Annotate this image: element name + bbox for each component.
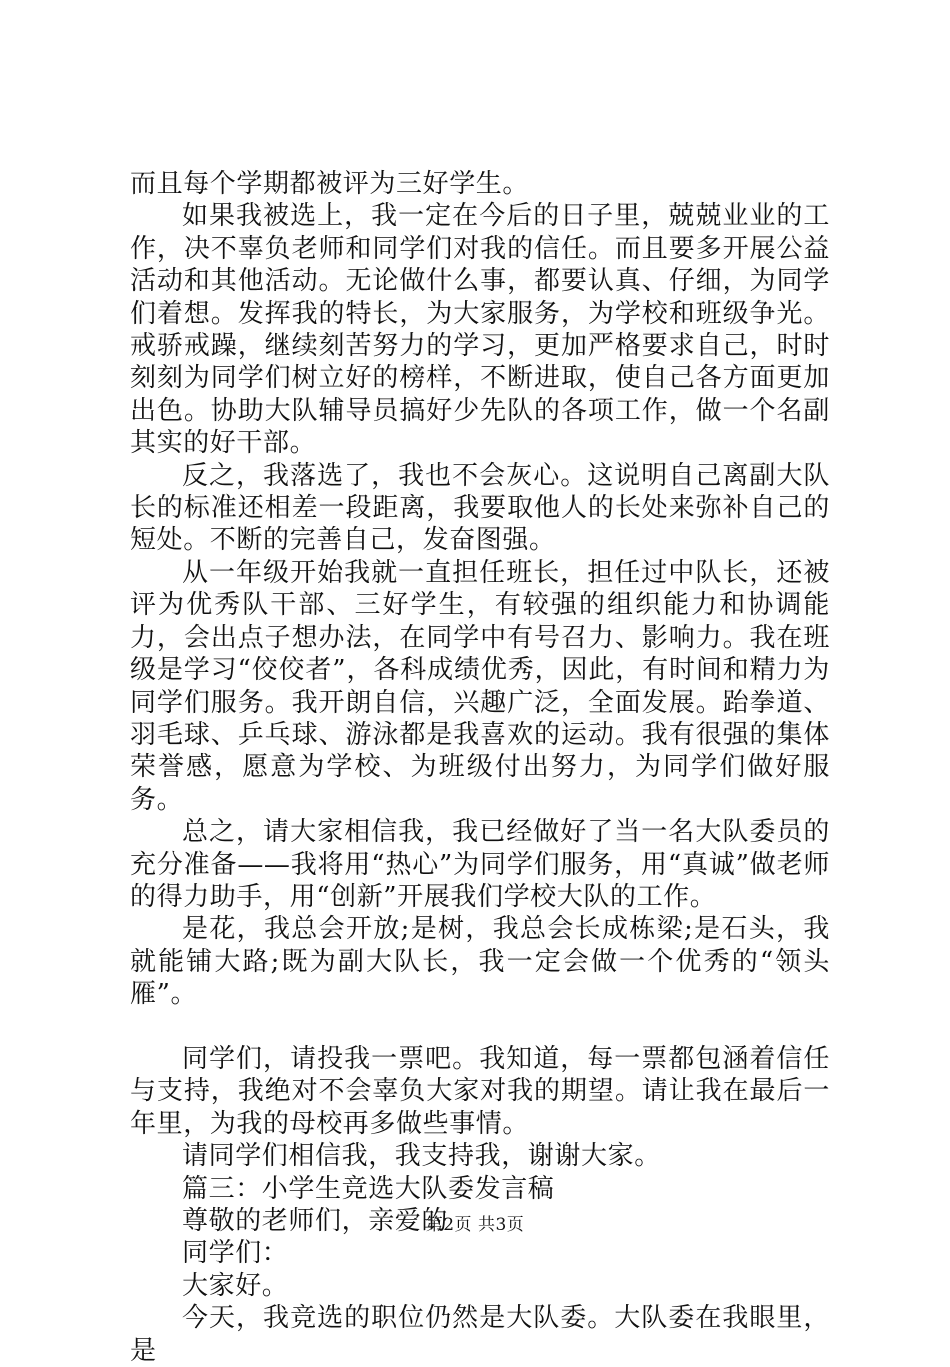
page-footer: 第2页 共3页 bbox=[425, 1215, 525, 1235]
paragraph: 如果我被选上，我一定在今后的日子里，兢兢业业的工作，决不辜负老师和同学们对我的信任。而且要多开展公益活动和其他活动。无论做什么事，都要认真、仔细，为同学们着想。发挥我的特长，为大家服务，为学校和班级争光。戒骄戒躁，继续刻苦努力的学习，更加严格要求自己，时时刻刻为同学们树立好的榜样，不断进取，使自己各方面更加出色。协助大队辅导员搞好少先队的各项工作，做一个名副其实的好干部。 bbox=[130, 201, 830, 459]
paragraph: 从一年级开始我就一直担任班长，担任过中队长，还被评为优秀队干部、三好学生，有较强的组织能力和协调能力，会出点子想办法，在同学中有号召力、影响力。我在班级是学习“佼佼者”，各科成绩优秀，因此，有时间和精力为同学们服务。我开朗自信，兴趣广泛，全面发展。跆拳道、羽毛球、乒乓球、游泳都是我喜欢的运动。我有很强的集体荣誉感，愿意为学校、为班级付出努力，为同学们做好服务。 bbox=[130, 557, 830, 815]
document-body bbox=[130, 168, 830, 1367]
paragraph: 总之，请大家相信我，我已经做好了当一名大队委员的充分准备——我将用“热心”为同学们服务，用“真诚”做老师的得力助手，用“创新”开展我们学校大队的工作。 bbox=[130, 817, 830, 912]
paragraph: 是花，我总会开放;是树，我总会长成栋梁;是石头，我就能铺大路;既为副大队长，我一定会做一个优秀的“领头雁”。 bbox=[130, 914, 830, 1010]
salutation-line: 尊敬的老师们，亲爱的 bbox=[182, 1205, 449, 1236]
salutation-line: 同学们： bbox=[182, 1238, 289, 1269]
paragraph: 反之，我落选了，我也不会灰心。这说明自己离副大队长的标准还相差一段距离，我要取他人的长处来弥补自己的短处。不断的完善自己，发奋图强。 bbox=[130, 460, 830, 556]
greeting-line: 大家好。 bbox=[182, 1270, 289, 1301]
paragraph: 同学们，请投我一票吧。我知道，每一票都包涵着信任与支持，我绝对不会辜负大家对我的期望。请让我在最后一年里，为我的母校再多做些事情。 bbox=[130, 1043, 830, 1139]
paragraph: 今天，我竞选的职位仍然是大队委。大队委在我眼里，是 bbox=[130, 1303, 830, 1366]
blank-line bbox=[130, 1011, 830, 1043]
section-heading: 篇三：小学生竞选大队委发言稿 bbox=[182, 1173, 555, 1204]
paragraph: 请同学们相信我，我支持我，谢谢大家。 bbox=[182, 1141, 661, 1172]
paragraph-continuation: 而且每个学期都被评为三好学生。 bbox=[130, 169, 530, 199]
